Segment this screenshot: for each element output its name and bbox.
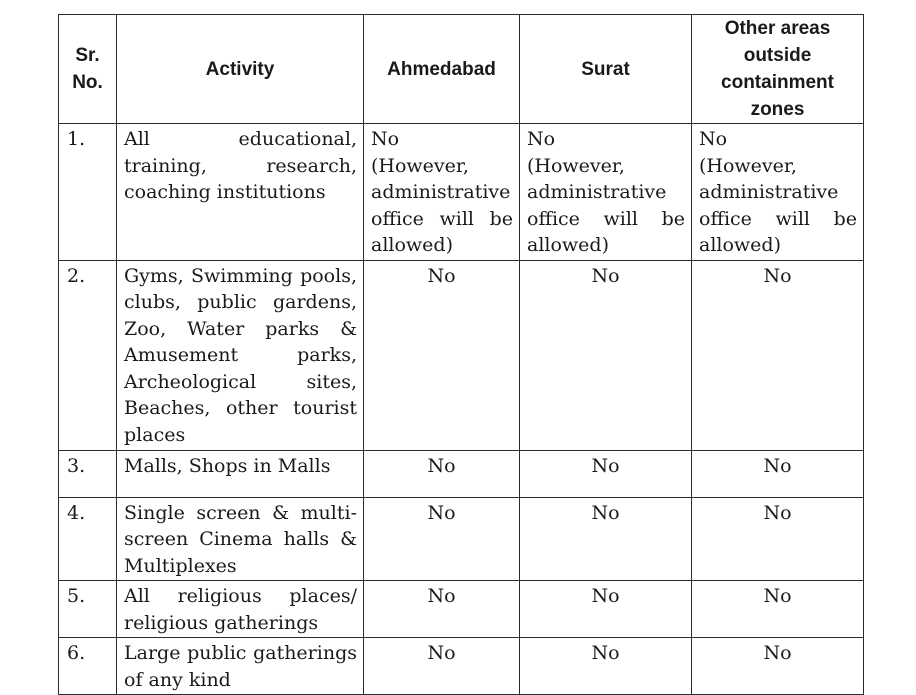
row-ahmedabad: No — [364, 638, 520, 695]
table-row — [59, 581, 864, 638]
restrictions-table — [58, 14, 864, 695]
status-text: No — [527, 128, 556, 150]
table-header-row — [59, 15, 864, 124]
row-sr-no: 5. — [59, 581, 117, 638]
row-activity: Gyms, Swimming pools, clubs, public gardens, Zoo, Water parks & Amusement parks, Archeological sites, Beaches, other tourist places — [117, 260, 364, 450]
header-ahmedabad: Ahmedabad — [364, 15, 520, 124]
row-activity: All religious places/ religious gatherings — [117, 581, 364, 638]
row-surat: No — [520, 450, 692, 497]
row-ahmedabad: No — [364, 450, 520, 497]
status-note: (However, administrative office will be allowed) — [527, 154, 685, 256]
row-other-areas: No — [692, 260, 864, 450]
header-other-areas: Other areas outside containment zones — [692, 15, 864, 124]
row-activity: Single screen & multi-screen Cinema halls & Multiplexes — [117, 497, 364, 581]
table-row — [59, 638, 864, 695]
status-note: (However, administrative office will be allowed) — [699, 154, 857, 256]
row-ahmedabad — [364, 124, 520, 261]
row-other-areas: No — [692, 497, 864, 581]
row-other-areas: No — [692, 638, 864, 695]
row-ahmedabad: No — [364, 581, 520, 638]
table-row — [59, 497, 864, 581]
row-ahmedabad: No — [364, 260, 520, 450]
row-surat: No — [520, 581, 692, 638]
table-row — [59, 450, 864, 497]
row-other-areas: No — [692, 450, 864, 497]
row-other-areas — [692, 124, 864, 261]
row-surat: No — [520, 260, 692, 450]
row-sr-no: 4. — [59, 497, 117, 581]
header-activity: Activity — [117, 15, 364, 124]
row-ahmedabad: No — [364, 497, 520, 581]
row-activity: Large public gatherings of any kind — [117, 638, 364, 695]
row-surat: No — [520, 638, 692, 695]
row-sr-no: 6. — [59, 638, 117, 695]
header-surat: Surat — [520, 15, 692, 124]
row-sr-no: 2. — [59, 260, 117, 450]
status-note: (However, administrative office will be allowed) — [371, 154, 513, 256]
status-text: No — [699, 128, 728, 150]
row-sr-no: 3. — [59, 450, 117, 497]
header-sr-no: Sr. No. — [59, 15, 117, 124]
table-row — [59, 124, 864, 261]
table-row — [59, 260, 864, 450]
row-other-areas: No — [692, 581, 864, 638]
row-sr-no: 1. — [59, 124, 117, 261]
row-activity: Malls, Shops in Malls — [117, 450, 364, 497]
row-activity: All educational, training, research, coaching institutions — [117, 124, 364, 261]
row-surat: No — [520, 497, 692, 581]
row-surat — [520, 124, 692, 261]
status-text: No — [371, 128, 400, 150]
